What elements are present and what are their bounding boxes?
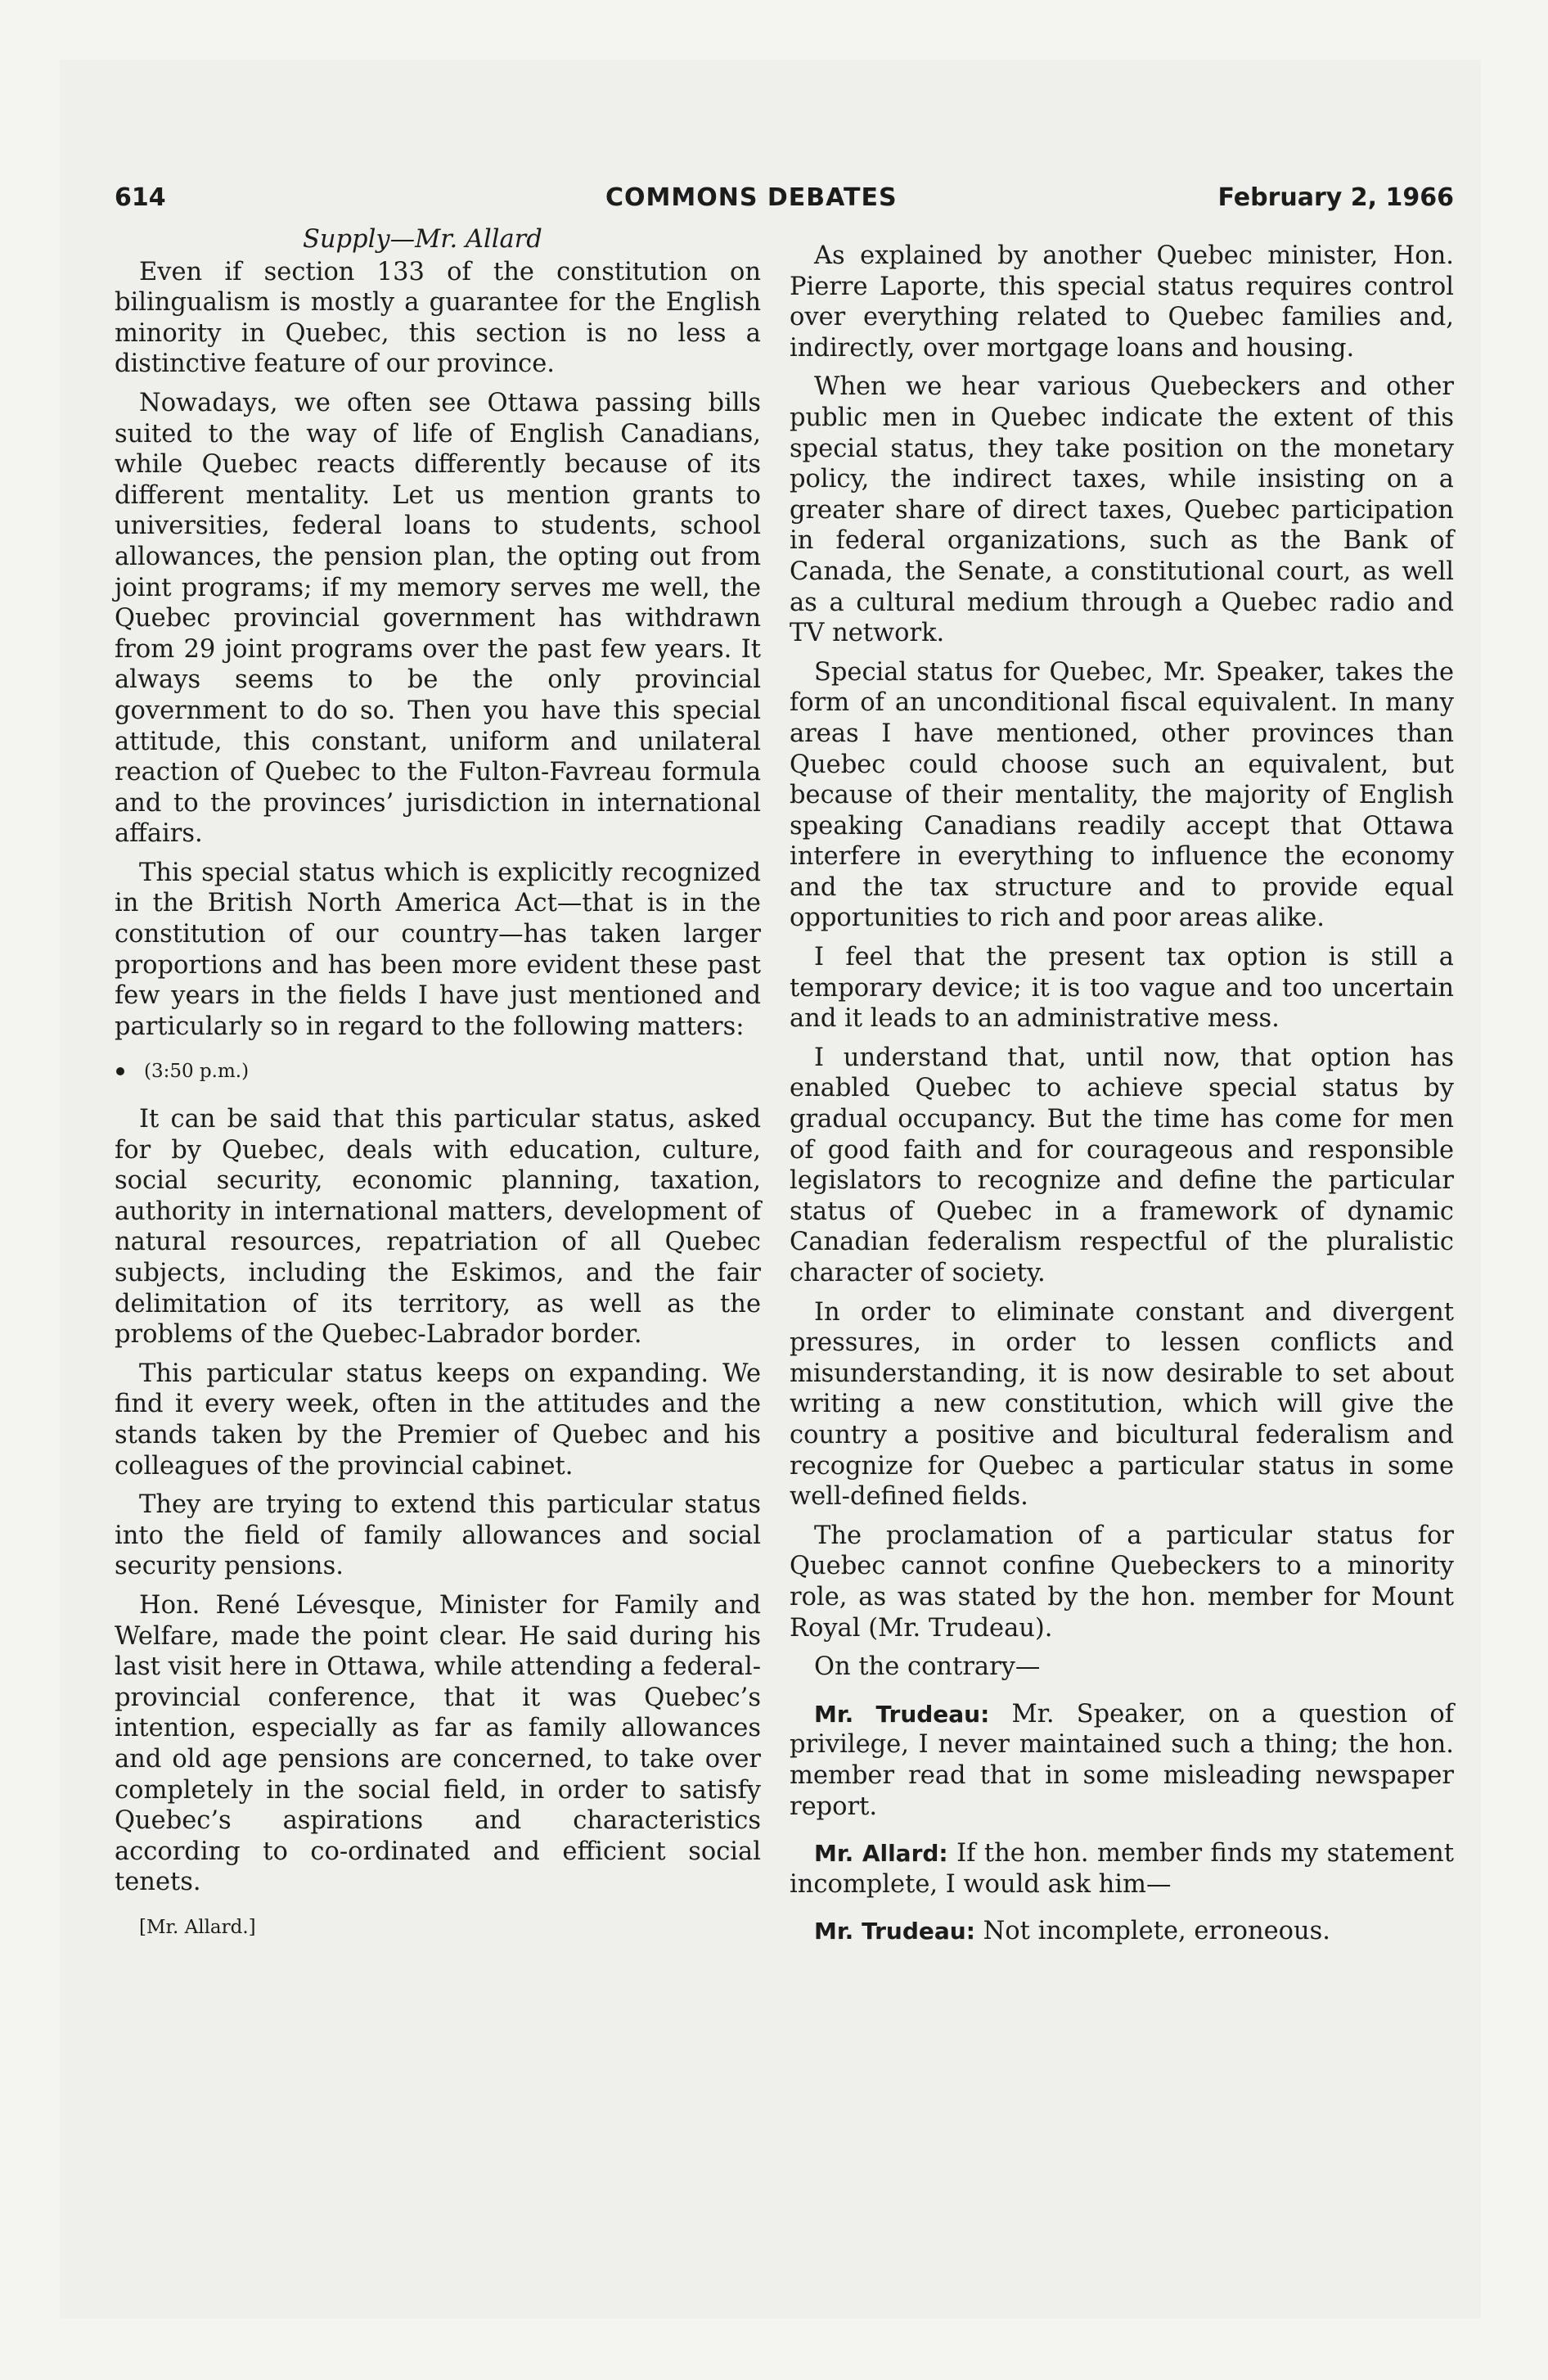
bullet-icon <box>116 1067 124 1075</box>
paragraph: I feel that the present tax option is still a temporary device; it is too vague and too uncertain and it leads to an administrative mess. <box>790 943 1454 1034</box>
paragraph: Special status for Quebec, Mr. Speaker, takes the form of an unconditional fiscal equivalent. In many areas I have mentioned, other provinces than Quebec could choose such an equivalent, but because of their mentality, the majority of English speaking Canadians readily accept that Ottawa interfere in everything to influence the economy and the tax structure and to provide equal opportunities to rich and poor areas alike. <box>790 657 1454 933</box>
timestamp-marker <box>115 1057 761 1088</box>
speaker-footer: [Mr. Allard.] <box>139 1916 256 1938</box>
paragraph: When we hear various Quebeckers and other public men in Quebec indicate the extent of this special status, they take position on the monetary policy, the indirect taxes, while insisting on a greater share of direct taxes, Quebec participation in federal organizations, such as the Bank of Canada, the Senate, a constitutional court, as well as a cultural medium through a Quebec radio and TV network. <box>790 372 1454 648</box>
paragraph: The proclamation of a particular status for Quebec cannot confine Quebeckers to a minority role, as was stated by the hon. member for Mount Royal (Mr. Trudeau). <box>790 1521 1454 1643</box>
left-column <box>115 224 761 1951</box>
paragraph: They are trying to extend this particular status into the field of family allowances and social security pensions. <box>115 1490 761 1581</box>
issue-date: February 2, 1966 <box>1217 183 1454 212</box>
speaker-statement <box>790 1916 1454 1947</box>
speaker-name: Mr. Trudeau: <box>814 1918 975 1945</box>
speaker-statement <box>790 1838 1454 1900</box>
debate-page <box>115 175 1454 1946</box>
right-column <box>790 224 1454 1955</box>
paragraph: I understand that, until now, that option has enabled Quebec to achieve special status by gradual occupancy. But the time has come for men of good faith and for courageous and responsible legislators to recognize and define the particular status of Quebec in a framework of dynamic Canadian federalism respectful of the pluralistic character of society. <box>790 1043 1454 1287</box>
statement-text: If the hon. member finds my statement incomplete, I would ask him— <box>790 1839 1454 1899</box>
page-number: 614 <box>115 183 166 212</box>
paragraph: On the contrary— <box>814 1652 1041 1682</box>
paragraph: Hon. René Lévesque, Minister for Family and Welfare, made the point clear. He said during his last visit here in Ottawa, while attending a federal-provincial conference, that it was Quebec’s intention, especially as far as family allowances and old age pensions are concerned, to take over completely in the social field, in order to satisfy Quebec’s aspirations and characteristics according to co-ordinated and efficient social tenets. <box>115 1590 761 1897</box>
speaker-name: Mr. Allard: <box>814 1840 948 1868</box>
paragraph: In order to eliminate constant and divergent pressures, in order to lessen conflicts and misunderstanding, it is now desirable to set about writing a new constitution, which will give the country a positive and bicultural federalism and recognize for Quebec a particular status in some well-defined fields. <box>790 1297 1454 1512</box>
paragraph: As explained by another Quebec minister, Hon. Pierre Laporte, this special status requires control over everything related to Quebec families and, indirectly, over mortgage loans and housing. <box>790 241 1454 363</box>
paragraph: This particular status keeps on expanding. We find it every week, often in the attitudes and the stands taken by the Premier of Quebec and his colleagues of the provincial cabinet. <box>115 1359 761 1481</box>
statement-text: Mr. Speaker, on a question of privilege, I never maintained such a thing; the hon. member read that in some misleading newspaper report. <box>790 1699 1454 1821</box>
paragraph: This special status which is explicitly recognized in the British North America Act—that is in the constitution of our country—has taken larger proportions and has been more evident these past few years in the fields I have just mentioned and particularly so in regard to the following matters: <box>115 858 761 1041</box>
paragraph: Even if section 133 of the constitution on bilingualism is mostly a guarantee for the English minority in Quebec, this section is no less a distinctive feature of our province. <box>115 257 761 379</box>
timestamp-text: (3:50 p.m.) <box>144 1061 250 1083</box>
paragraph: It can be said that this particular status, asked for by Quebec, deals with education, culture, social security, economic planning, taxation, authority in international matters, development of natural resources, repatriation of all Quebec subjects, including the Eskimos, and the fair delimitation of its territory, as well as the problems of the Quebec-Labrador border. <box>115 1105 761 1350</box>
speaker-statement <box>790 1699 1454 1822</box>
statement-text: Not incomplete, erroneous. <box>983 1917 1331 1946</box>
speaker-name: Mr. Trudeau: <box>814 1700 990 1728</box>
paragraph: Nowadays, we often see Ottawa passing bills suited to the way of life of English Canadians, while Quebec reacts differently because of its different mentality. Let us mention grants to universities, federal loans to students, school allowances, the pension plan, the opting out from joint programs; if my memory serves me well, the Quebec provincial government has withdrawn from 29 joint programs over the past few years. It always seems to be the only provincial government to do so. Then you have this special attitude, this constant, uniform and unilateral reaction of Quebec to the Fulton-Favreau formula and to the provinces’ jurisdiction in international affairs. <box>115 388 761 849</box>
running-head: Supply—Mr. Allard <box>303 225 542 254</box>
page-header <box>115 175 1454 224</box>
publication-title: COMMONS DEBATES <box>605 183 898 212</box>
